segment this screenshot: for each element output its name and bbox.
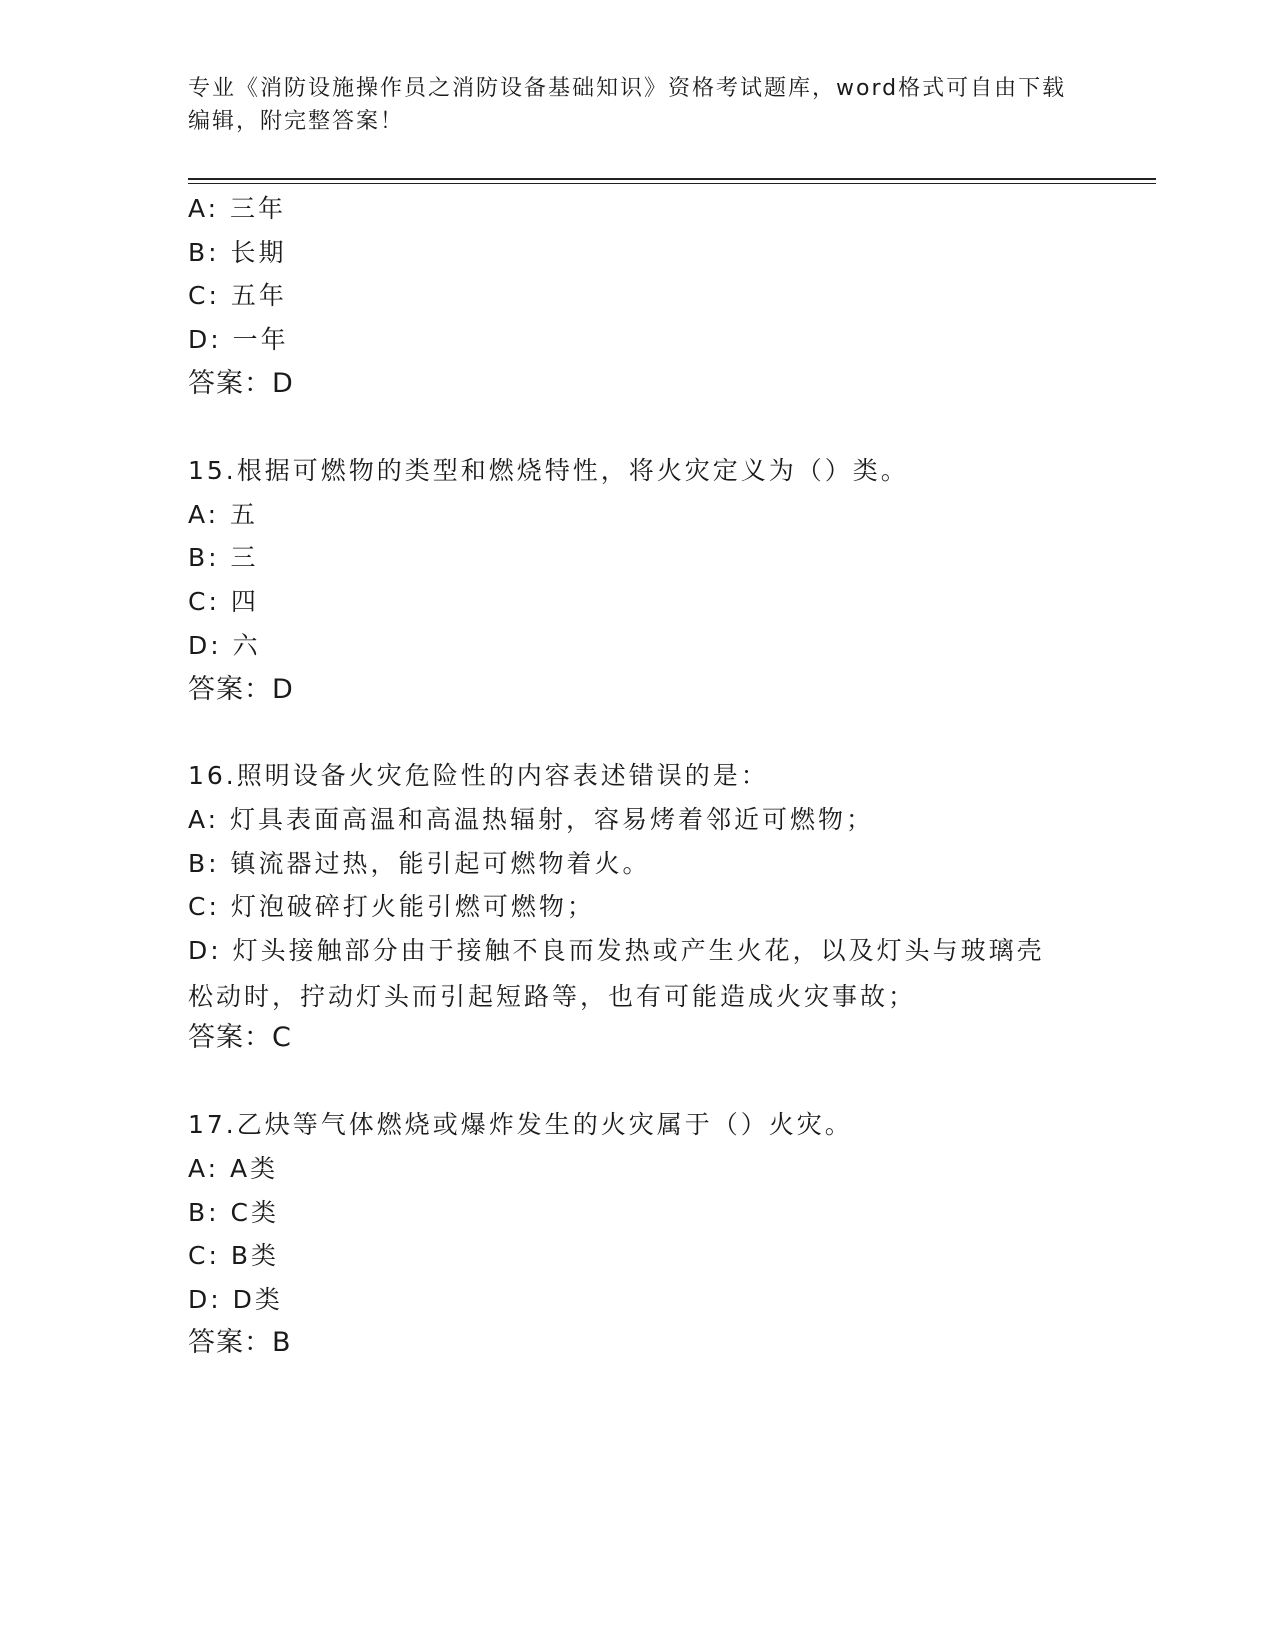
- option-b: B: 镇流器过热，能引起可燃物着火。: [188, 849, 651, 878]
- question-17-stem: 17.乙炔等气体燃烧或爆炸发生的火灾属于（）火灾。: [188, 1110, 853, 1139]
- option-a: A: 五: [188, 500, 259, 529]
- option-c: C: 四: [188, 587, 259, 616]
- answer: 答案：C: [188, 1022, 292, 1053]
- header-divider-thick: [188, 178, 1156, 180]
- option-a: A: 三年: [188, 194, 287, 223]
- option-d: D: D类: [188, 1285, 283, 1314]
- answer: 答案：D: [188, 674, 294, 705]
- option-b: B: 长期: [188, 238, 287, 267]
- question-15-stem: 15.根据可燃物的类型和燃烧特性，将火灾定义为（）类。: [188, 456, 909, 485]
- option-c: C: 灯泡破碎打火能引燃可燃物；: [188, 892, 595, 921]
- option-a: A: A类: [188, 1154, 279, 1183]
- answer: 答案：B: [188, 1327, 292, 1358]
- option-b: B: C类: [188, 1198, 279, 1227]
- option-c: C: B类: [188, 1241, 279, 1270]
- option-d: D: 一年: [188, 325, 289, 354]
- header-divider-thin: [188, 183, 1156, 184]
- question-16-stem: 16.照明设备火灾危险性的内容表述错误的是：: [188, 761, 769, 790]
- answer: 答案：D: [188, 368, 294, 399]
- option-a: A: 灯具表面高温和高温热辐射，容易烤着邻近可燃物；: [188, 805, 875, 834]
- option-d: D: 灯头接触部分由于接触不良而发热或产生火花，以及灯头与玻璃壳松动时，拧动灯头而引起短路等，也有可能造成火灾事故；: [188, 936, 1045, 1011]
- option-d: D: 六: [188, 631, 261, 660]
- document-header: 专业《消防设施操作员之消防设备基础知识》资格考试题库，word格式可自由下载编辑，附完整答案！: [188, 76, 1067, 134]
- option-b: B: 三: [188, 543, 259, 572]
- option-c: C: 五年: [188, 281, 287, 310]
